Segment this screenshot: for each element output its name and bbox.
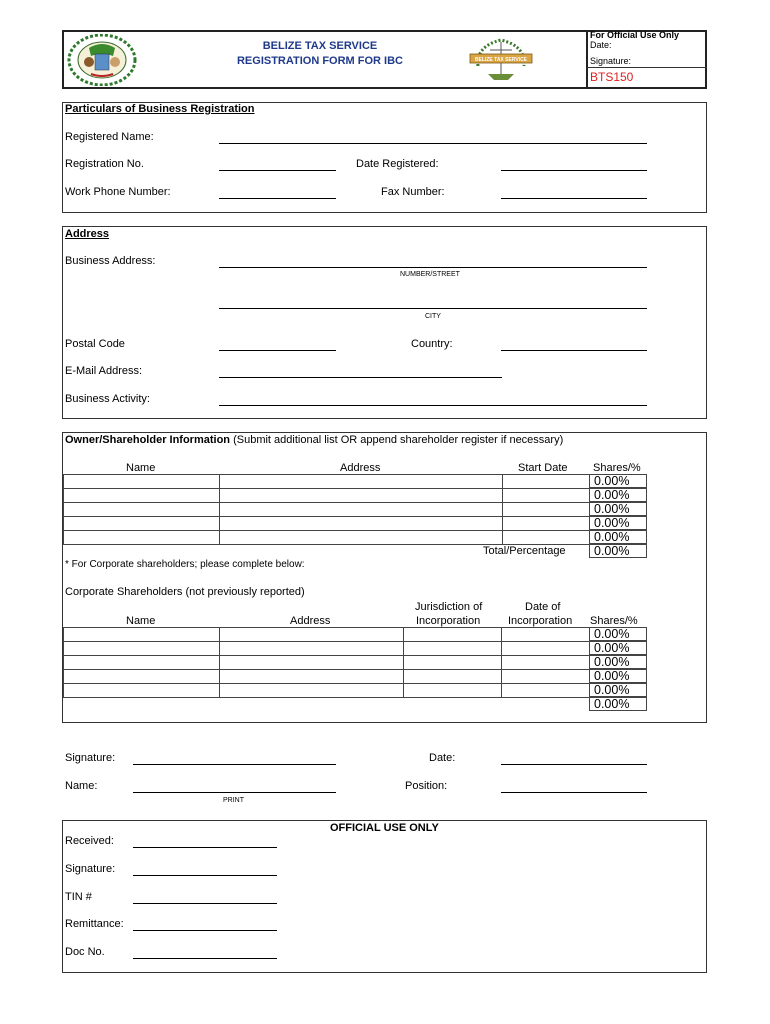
form-code: BTS150 — [590, 70, 634, 84]
corp-col-shares: Shares/% — [590, 615, 638, 627]
signoff-date-label: Date: — [429, 752, 456, 764]
tax-logo-text: BELIZE TAX SERVICE — [474, 57, 528, 63]
corp-address-cell[interactable] — [220, 684, 404, 698]
official-date-label: Date: — [590, 40, 612, 50]
date-registered-label: Date Registered: — [356, 158, 439, 170]
signoff-signature-label: Signature: — [65, 752, 116, 764]
number-street-caption: NUMBER/STREET — [400, 271, 460, 278]
corp-jurisdiction-cell[interactable] — [404, 642, 502, 656]
doc-no-label: Doc No. — [65, 946, 105, 958]
corp-date-cell[interactable] — [502, 642, 590, 656]
owner-share-cell[interactable]: 0.00% — [589, 516, 647, 530]
owner-name-cell[interactable] — [64, 489, 220, 503]
owner-address-cell[interactable] — [220, 503, 503, 517]
official-use-title: For Official Use Only — [590, 30, 680, 40]
work-phone-label: Work Phone Number: — [65, 186, 171, 198]
email-label: E-Mail Address: — [65, 365, 143, 377]
table-row — [64, 503, 590, 517]
corp-share-cell[interactable]: 0.00% — [589, 655, 647, 669]
tin-label: TIN # — [65, 891, 92, 903]
business-activity-label: Business Activity: — [65, 393, 150, 405]
table-row — [64, 670, 590, 684]
owner-address-cell[interactable] — [220, 531, 503, 545]
remittance-label: Remittance: — [65, 918, 124, 930]
remittance-input[interactable] — [133, 917, 277, 931]
corporate-title: Corporate Shareholders (not previously reported) — [65, 586, 305, 598]
business-address-street-input[interactable] — [219, 254, 647, 268]
postal-code-input[interactable] — [219, 337, 336, 351]
signoff-date-input[interactable] — [501, 751, 647, 765]
signoff-position-input[interactable] — [501, 779, 647, 793]
owners-col-shares: Shares/% — [593, 462, 641, 474]
corp-share-cell[interactable]: 0.00% — [589, 697, 647, 711]
city-caption: CITY — [425, 313, 441, 320]
owners-title-bold: Owner/Shareholder Information — [65, 434, 231, 446]
corp-jurisdiction-cell[interactable] — [404, 628, 502, 642]
agency-title: BELIZE TAX SERVICE — [262, 40, 378, 52]
corp-date-cell[interactable] — [502, 628, 590, 642]
table-row — [64, 642, 590, 656]
total-percentage-label: Total/Percentage — [483, 545, 566, 557]
country-input[interactable] — [501, 337, 647, 351]
particulars-title: Particulars of Business Registration — [65, 103, 255, 115]
owners-col-address: Address — [340, 462, 381, 474]
corp-share-cell[interactable]: 0.00% — [589, 627, 647, 641]
corp-name-cell[interactable] — [64, 628, 220, 642]
owner-name-cell[interactable] — [64, 503, 220, 517]
corp-address-cell[interactable] — [220, 642, 404, 656]
owner-start-date-cell[interactable] — [503, 517, 590, 531]
owner-share-cell[interactable]: 0.00% — [589, 502, 647, 516]
official-signature-field-label: Signature: — [65, 863, 116, 875]
owner-name-cell[interactable] — [64, 531, 220, 545]
registered-name-input[interactable] — [219, 130, 647, 144]
email-input[interactable] — [219, 364, 502, 378]
registration-no-label: Registration No. — [65, 158, 144, 170]
tax-service-logo — [468, 36, 534, 82]
postal-code-label: Postal Code — [65, 338, 125, 350]
signoff-name-label: Name: — [65, 780, 98, 792]
corp-col-jurisdiction-1: Jurisdiction of — [415, 601, 483, 613]
owners-col-start-date: Start Date — [518, 462, 568, 474]
signoff-position-label: Position: — [405, 780, 448, 792]
owner-address-cell[interactable] — [220, 475, 503, 489]
corp-address-cell[interactable] — [220, 628, 404, 642]
corp-address-cell[interactable] — [220, 656, 404, 670]
corp-col-jurisdiction-2: Incorporation — [416, 615, 481, 627]
corp-col-address: Address — [290, 615, 331, 627]
corp-col-date-1: Date of — [525, 601, 561, 613]
owner-start-date-cell[interactable] — [503, 489, 590, 503]
business-address-city-input[interactable] — [219, 295, 647, 309]
registered-name-label: Registered Name: — [65, 131, 154, 143]
print-caption: PRINT — [223, 797, 244, 804]
official-signature-label: Signature: — [590, 56, 632, 66]
corp-date-cell[interactable] — [502, 670, 590, 684]
corp-name-cell[interactable] — [64, 684, 220, 698]
corp-date-cell[interactable] — [502, 656, 590, 670]
form-title: REGISTRATION FORM FOR IBC — [236, 55, 403, 67]
official-use-section-title: OFFICIAL USE ONLY — [330, 822, 439, 834]
owners-title-note: (Submit additional list OR append shareholder register if necessary) — [230, 434, 564, 446]
work-phone-input[interactable] — [219, 185, 336, 199]
corp-jurisdiction-cell[interactable] — [404, 670, 502, 684]
owner-name-cell[interactable] — [64, 475, 220, 489]
corp-col-date-2: Incorporation — [508, 615, 573, 627]
corp-share-cell[interactable]: 0.00% — [589, 669, 647, 683]
owner-share-cell[interactable]: 0.00% — [589, 530, 647, 544]
corp-jurisdiction-cell[interactable] — [404, 656, 502, 670]
corp-name-cell[interactable] — [64, 656, 220, 670]
country-label: Country: — [411, 338, 453, 350]
signoff-signature-input[interactable] — [133, 751, 336, 765]
corporate-note: * For Corporate shareholders; please complete below: — [65, 559, 305, 570]
corp-name-cell[interactable] — [64, 670, 220, 684]
corp-jurisdiction-cell[interactable] — [404, 684, 502, 698]
corporate-table — [63, 627, 590, 698]
official-signature-input[interactable] — [133, 862, 277, 876]
corp-share-cell[interactable]: 0.00% — [589, 641, 647, 655]
owner-name-cell[interactable] — [64, 517, 220, 531]
owners-table — [63, 474, 590, 545]
owner-address-cell[interactable] — [220, 517, 503, 531]
tin-input[interactable] — [133, 890, 277, 904]
owner-start-date-cell[interactable] — [503, 503, 590, 517]
received-label: Received: — [65, 835, 114, 847]
table-row — [64, 475, 590, 489]
doc-no-input[interactable] — [133, 945, 277, 959]
registration-no-input[interactable] — [219, 157, 336, 171]
received-input[interactable] — [133, 834, 277, 848]
owner-start-date-cell[interactable] — [503, 475, 590, 489]
table-row — [64, 684, 590, 698]
fax-number-input[interactable] — [501, 185, 647, 199]
date-registered-input[interactable] — [501, 157, 647, 171]
corp-share-cell[interactable]: 0.00% — [589, 683, 647, 697]
total-percentage-value: 0.00% — [589, 544, 647, 558]
table-row — [64, 489, 590, 503]
owners-title — [65, 434, 563, 446]
table-row — [64, 531, 590, 545]
business-address-label: Business Address: — [65, 255, 156, 267]
corp-col-name: Name — [126, 615, 156, 627]
owners-col-name: Name — [126, 462, 156, 474]
owner-address-cell[interactable] — [220, 489, 503, 503]
owner-share-cell[interactable]: 0.00% — [589, 474, 647, 488]
corp-date-cell[interactable] — [502, 684, 590, 698]
signoff-name-input[interactable] — [133, 779, 336, 793]
table-row — [64, 628, 590, 642]
owner-start-date-cell[interactable] — [503, 531, 590, 545]
business-activity-input[interactable] — [219, 392, 647, 406]
table-row — [64, 517, 590, 531]
corp-name-cell[interactable] — [64, 642, 220, 656]
fax-number-label: Fax Number: — [381, 186, 445, 198]
corp-address-cell[interactable] — [220, 670, 404, 684]
belize-coat-of-arms-logo — [67, 34, 137, 86]
table-row — [64, 656, 590, 670]
owner-share-cell[interactable]: 0.00% — [589, 488, 647, 502]
official-divider — [587, 67, 707, 68]
address-title: Address — [65, 228, 110, 240]
